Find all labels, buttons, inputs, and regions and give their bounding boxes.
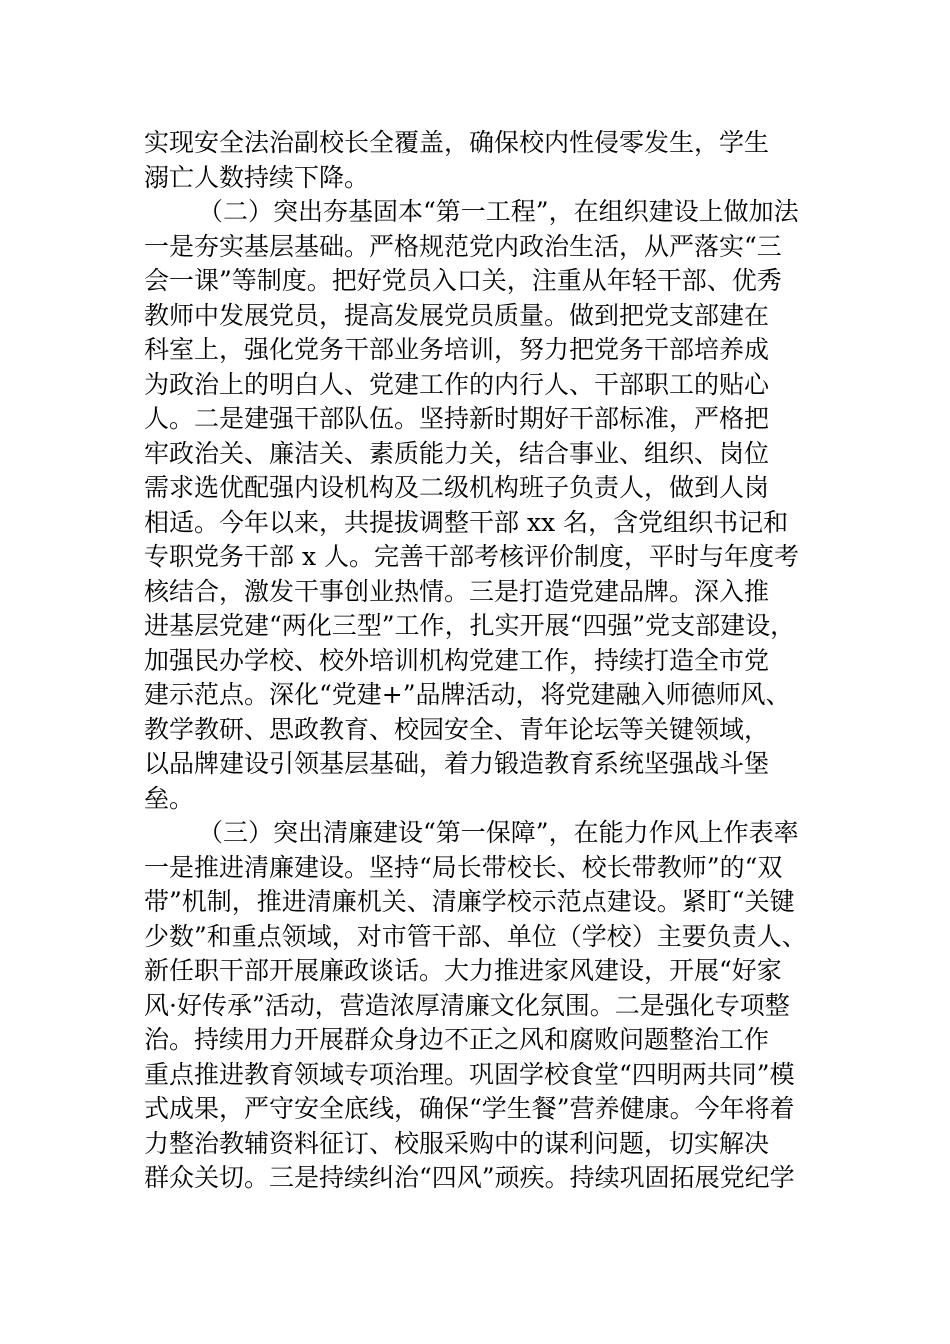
text-line: 群众关切。三是持续纠治“四风”顽疾。持续巩固拓展党纪学 <box>144 1163 795 1192</box>
text-line: 进基层党建“两化三型”工作，扎实开展“四强”党支部建设， <box>144 611 796 640</box>
text-line: 一是推进清廉建设。坚持“局长带校长、校长带教师”的“双 <box>144 852 783 882</box>
text-line: 实现安全法治副校长全覆盖，确保校内性侵零发生，学生 <box>144 128 770 157</box>
section-heading-line: （三）突出清廉建设“第一保障”，在能力作风上作表率 <box>198 818 799 847</box>
text-line: 一是夯实基层基础。严格规范党内政治生活，从严落实“三 <box>144 231 782 261</box>
text-line: 风·好传承”活动，营造浓厚清廉文化氛围。二是强化专项整 <box>144 990 790 1020</box>
text-line: 以品牌建设引领基层基础，着力锻造教育系统坚强战斗堡 <box>144 749 770 778</box>
text-line: 垒。 <box>144 783 195 813</box>
text-line: 人。二是建强干部队伍。坚持新时期好干部标准，严格把 <box>144 404 770 433</box>
text-line: 少数”和重点领域，对市管干部、单位（学校）主要负责人、 <box>144 921 807 951</box>
text-line: 需求选优配强内设机构及二级机构班子负责人，做到人岗 <box>144 473 770 502</box>
text-line: 新任职干部开展廉政谈话。大力推进家风建设，开展“好家 <box>144 956 782 985</box>
text-line: 力整治教辅资料征订、校服采购中的谋利问题，切实解决 <box>144 1128 770 1158</box>
text-line: 建示范点。深化“党建+”品牌活动，将党建融入师德师风、 <box>144 680 791 709</box>
text-line: 式成果，严守安全底线，确保“学生餐”营养健康。今年将着 <box>144 1094 795 1123</box>
text-line: 教师中发展党员，提高发展党员质量。做到把党支部建在 <box>144 300 770 330</box>
text-line: 加强民办学校、校外培训机构党建工作，持续打造全市党 <box>144 645 770 675</box>
text-line: 重点推进教育领域专项治理。巩固学校食堂“四明两共同”模 <box>144 1059 795 1089</box>
text-line: 科室上，强化党务干部业务培训，努力把党务干部培养成 <box>144 335 770 364</box>
text-line: 核结合，激发干事创业热情。三是打造党建品牌。深入推 <box>144 576 770 606</box>
text-line: 相适。今年以来，共提拔调整干部 xx 名，含党组织书记和 <box>144 507 789 537</box>
text-line: 带”机制，推进清廉机关、清廉学校示范点建设。紧盯“关键 <box>144 887 795 916</box>
text-line: 溺亡人数持续下降。 <box>144 162 370 192</box>
text-line: 牢政治关、廉洁关、素质能力关，结合事业、组织、岗位 <box>144 438 770 468</box>
text-line: 教学教研、思政教育、校园安全、青年论坛等关键领域， <box>144 714 770 744</box>
text-line: 为政治上的明白人、党建工作的内行人、干部职工的贴心 <box>144 369 770 399</box>
text-line: 治。持续用力开展群众身边不正之风和腐败问题整治工作 <box>144 1025 770 1054</box>
section-heading-line: （二）突出夯基固本“第一工程”，在组织建设上做加法 <box>198 197 799 226</box>
text-line: 会一课”等制度。把好党员入口关，注重从年轻干部、优秀 <box>144 266 782 295</box>
document-body-text <box>144 126 808 1196</box>
text-line: 专职党务干部 x 人。完善干部考核评价制度，平时与年度考 <box>144 542 799 571</box>
